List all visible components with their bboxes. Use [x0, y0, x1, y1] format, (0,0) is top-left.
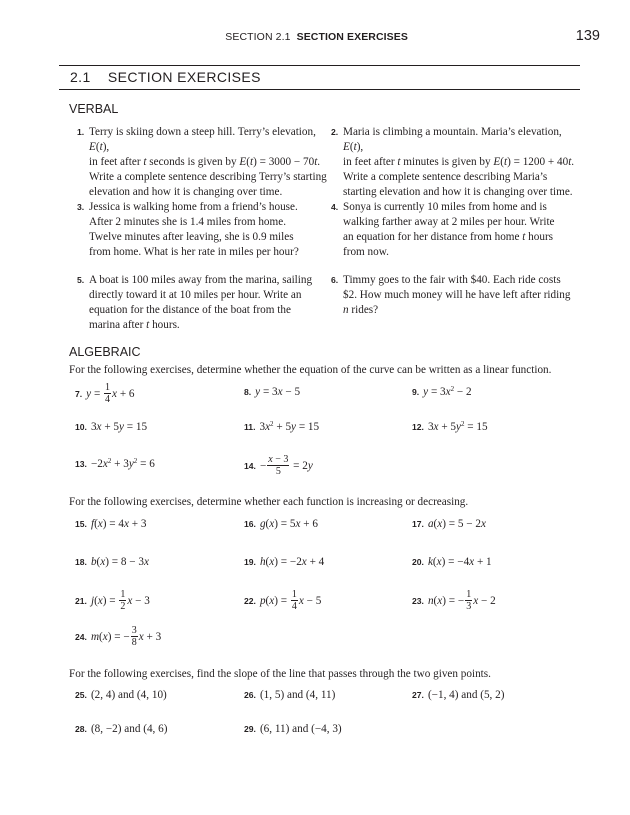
exercise-7: 7. y = $\frac{1}{4}$ x + 6 [75, 382, 135, 405]
exercise-5: 5. A boat is 100 miles away from the marina, sailing directly toward it at 10 miles per hour. Write an equation for the distance of the boat from the marina after t hours. [77, 274, 313, 331]
running-head-section: SECTION 2.1 SECTION EXERCISES [225, 31, 408, 43]
instruction-increasing: For the following exercises, determine whether each function is increasing or decreasing. [69, 496, 469, 508]
exercise-23: 23. n(x) = − $\frac{1}{3}$ x − 2 [412, 589, 496, 612]
exercise-21: 21. j(x) = $\frac{1}{2}$ x − 3 [75, 589, 150, 612]
exercise-27: 27. (−1, 4) and (5, 2) [412, 689, 505, 701]
title-rule-bottom [59, 89, 580, 90]
exercise-26: 26. (1, 5) and (4, 11) [244, 689, 336, 701]
exercise-11: 11. $3x^2 + 5y = 15$ [244, 420, 320, 433]
algebraic-heading: ALGEBRAIC [69, 345, 141, 359]
exercise-19: 19. h(x) = −2x + 4 [244, 556, 325, 568]
exercise-12: 12. $3x + 5y^2 = 15$ [412, 420, 488, 433]
exercise-14: 14. − $\frac{x - 3}{5}$ = 2y [244, 454, 313, 477]
exercise-6: 6. Timmy goes to the fair with $40. Each ride costs $2. How much money will he have left after riding n rides? [331, 274, 571, 316]
exercise-20: 20. k(x) = −4x + 1 [412, 556, 492, 568]
exercise-4: 4. Sonya is currently 10 miles from home and is walking farther away at 2 miles per hour. Write an equation for her distance from home t hours from now. [331, 201, 555, 258]
exercise-1: 1. Terry is skiing down a steep hill. Terry’s elevation, E(t), in feet after t seconds is given by E(t) = 3000 − 70t. Write a complete sentence describing Terry’s starting elevation and how it is changing over time. [77, 126, 327, 198]
running-head [0, 28, 630, 47]
exercise-13: 13. $-2x^2 + 3y^2 = 6$ [75, 457, 155, 470]
instruction-slope: For the following exercises, find the slope of the line that passes through the two given points. [69, 668, 491, 680]
exercise-24: 24. m(x) = − $\frac{3}{8}$ x + 3 [75, 625, 162, 648]
title-rule-top [59, 65, 580, 66]
exercise-17: 17. a(x) = 5 − 2x [412, 518, 486, 530]
instruction-linear: For the following exercises, determine whether the equation of the curve can be written as a linear function. [69, 364, 552, 376]
page-number: 139 [575, 28, 600, 44]
exercise-16: 16. g(x) = 5x + 6 [244, 518, 318, 530]
exercise-28: 28. (8, −2) and (4, 6) [75, 723, 168, 735]
exercise-15: 15. f(x) = 4x + 3 [75, 518, 147, 530]
exercise-29: 29. (6, 11) and (−4, 3) [244, 723, 342, 735]
exercise-22: 22. p(x) = $\frac{1}{4}$ x − 5 [244, 589, 322, 612]
exercise-25: 25. (2, 4) and (4, 10) [75, 689, 167, 701]
exercise-10: 10. 3x + 5y = 15 [75, 421, 148, 433]
exercise-9: 9. $y = 3x^2 - 2$ [412, 385, 472, 398]
section-title: 2.1 SECTION EXERCISES [70, 69, 261, 85]
exercise-3: 3. Jessica is walking home from a friend’s house. After 2 minutes she is 1.4 miles from home. Twelve minutes after leaving, she is 0.9 miles from home. What is her rate in miles per hour? [77, 201, 299, 258]
verbal-heading: VERBAL [69, 102, 119, 116]
exercise-8: 8. y = 3x − 5 [244, 386, 301, 398]
exercise-2: 2. Maria is climbing a mountain. Maria’s elevation, E(t), in feet after t minutes is given by E(t) = 1200 + 40t. Write a complete sentence describing Maria’s starting elevation and how it is changing over time. [331, 126, 575, 198]
exercise-18: 18. b(x) = 8 − 3x [75, 556, 149, 568]
